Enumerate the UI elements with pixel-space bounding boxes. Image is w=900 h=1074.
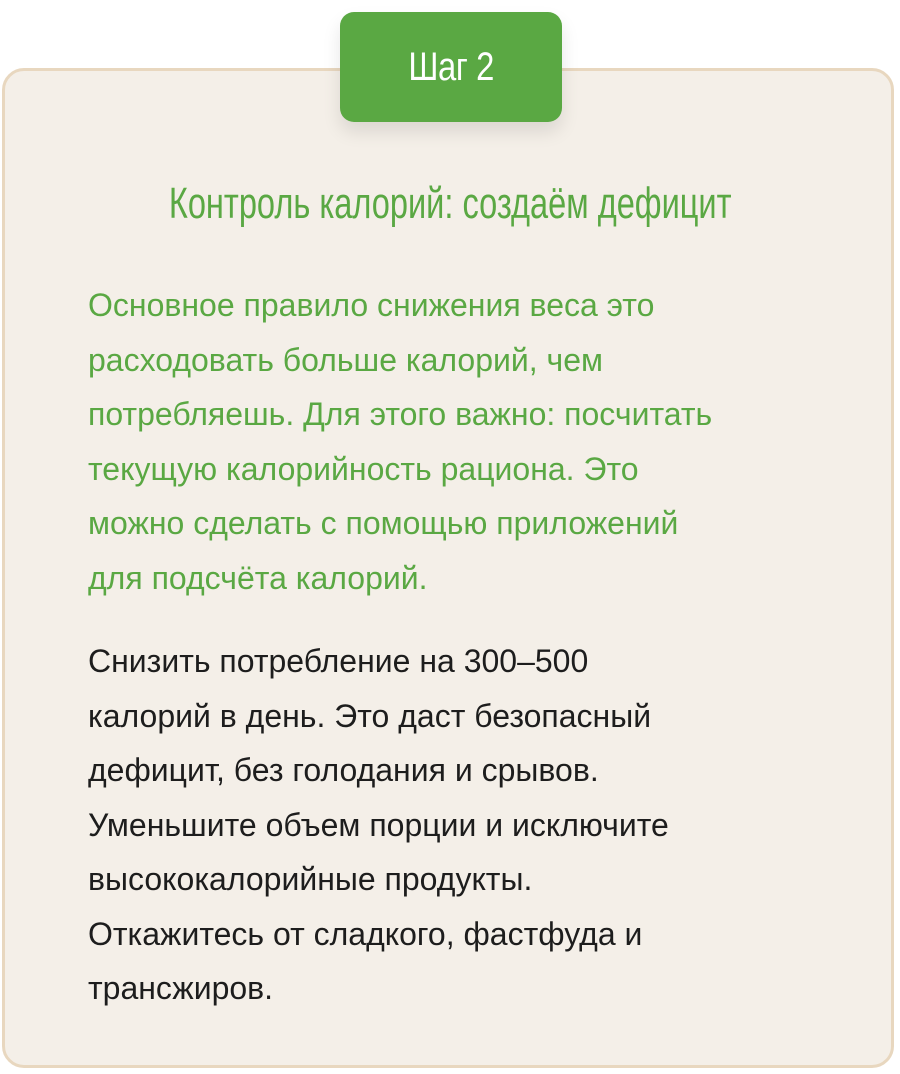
step-badge	[340, 12, 562, 122]
advice-paragraph: Снизить потребление на 300–500 калорий в день. Это даст безопасный дефицит, без голодания и срывов. Уменьшите объем порции и исключите высококалорийные продукты. Откажитесь от сладкого, фастфуда и трансжиров.	[88, 643, 669, 1006]
step-title-text: Контроль калорий: создаём дефицит	[168, 179, 732, 228]
intro-paragraph: Основное правило снижения веса это расходовать больше калорий, чем потребляешь. Для этого важно: посчитать текущую калорийность рациона. Это можно сделать с помощью приложений для подсчёта калорий.	[88, 287, 713, 596]
step-title	[0, 172, 900, 236]
step-badge-label: Шаг 2	[408, 44, 494, 89]
